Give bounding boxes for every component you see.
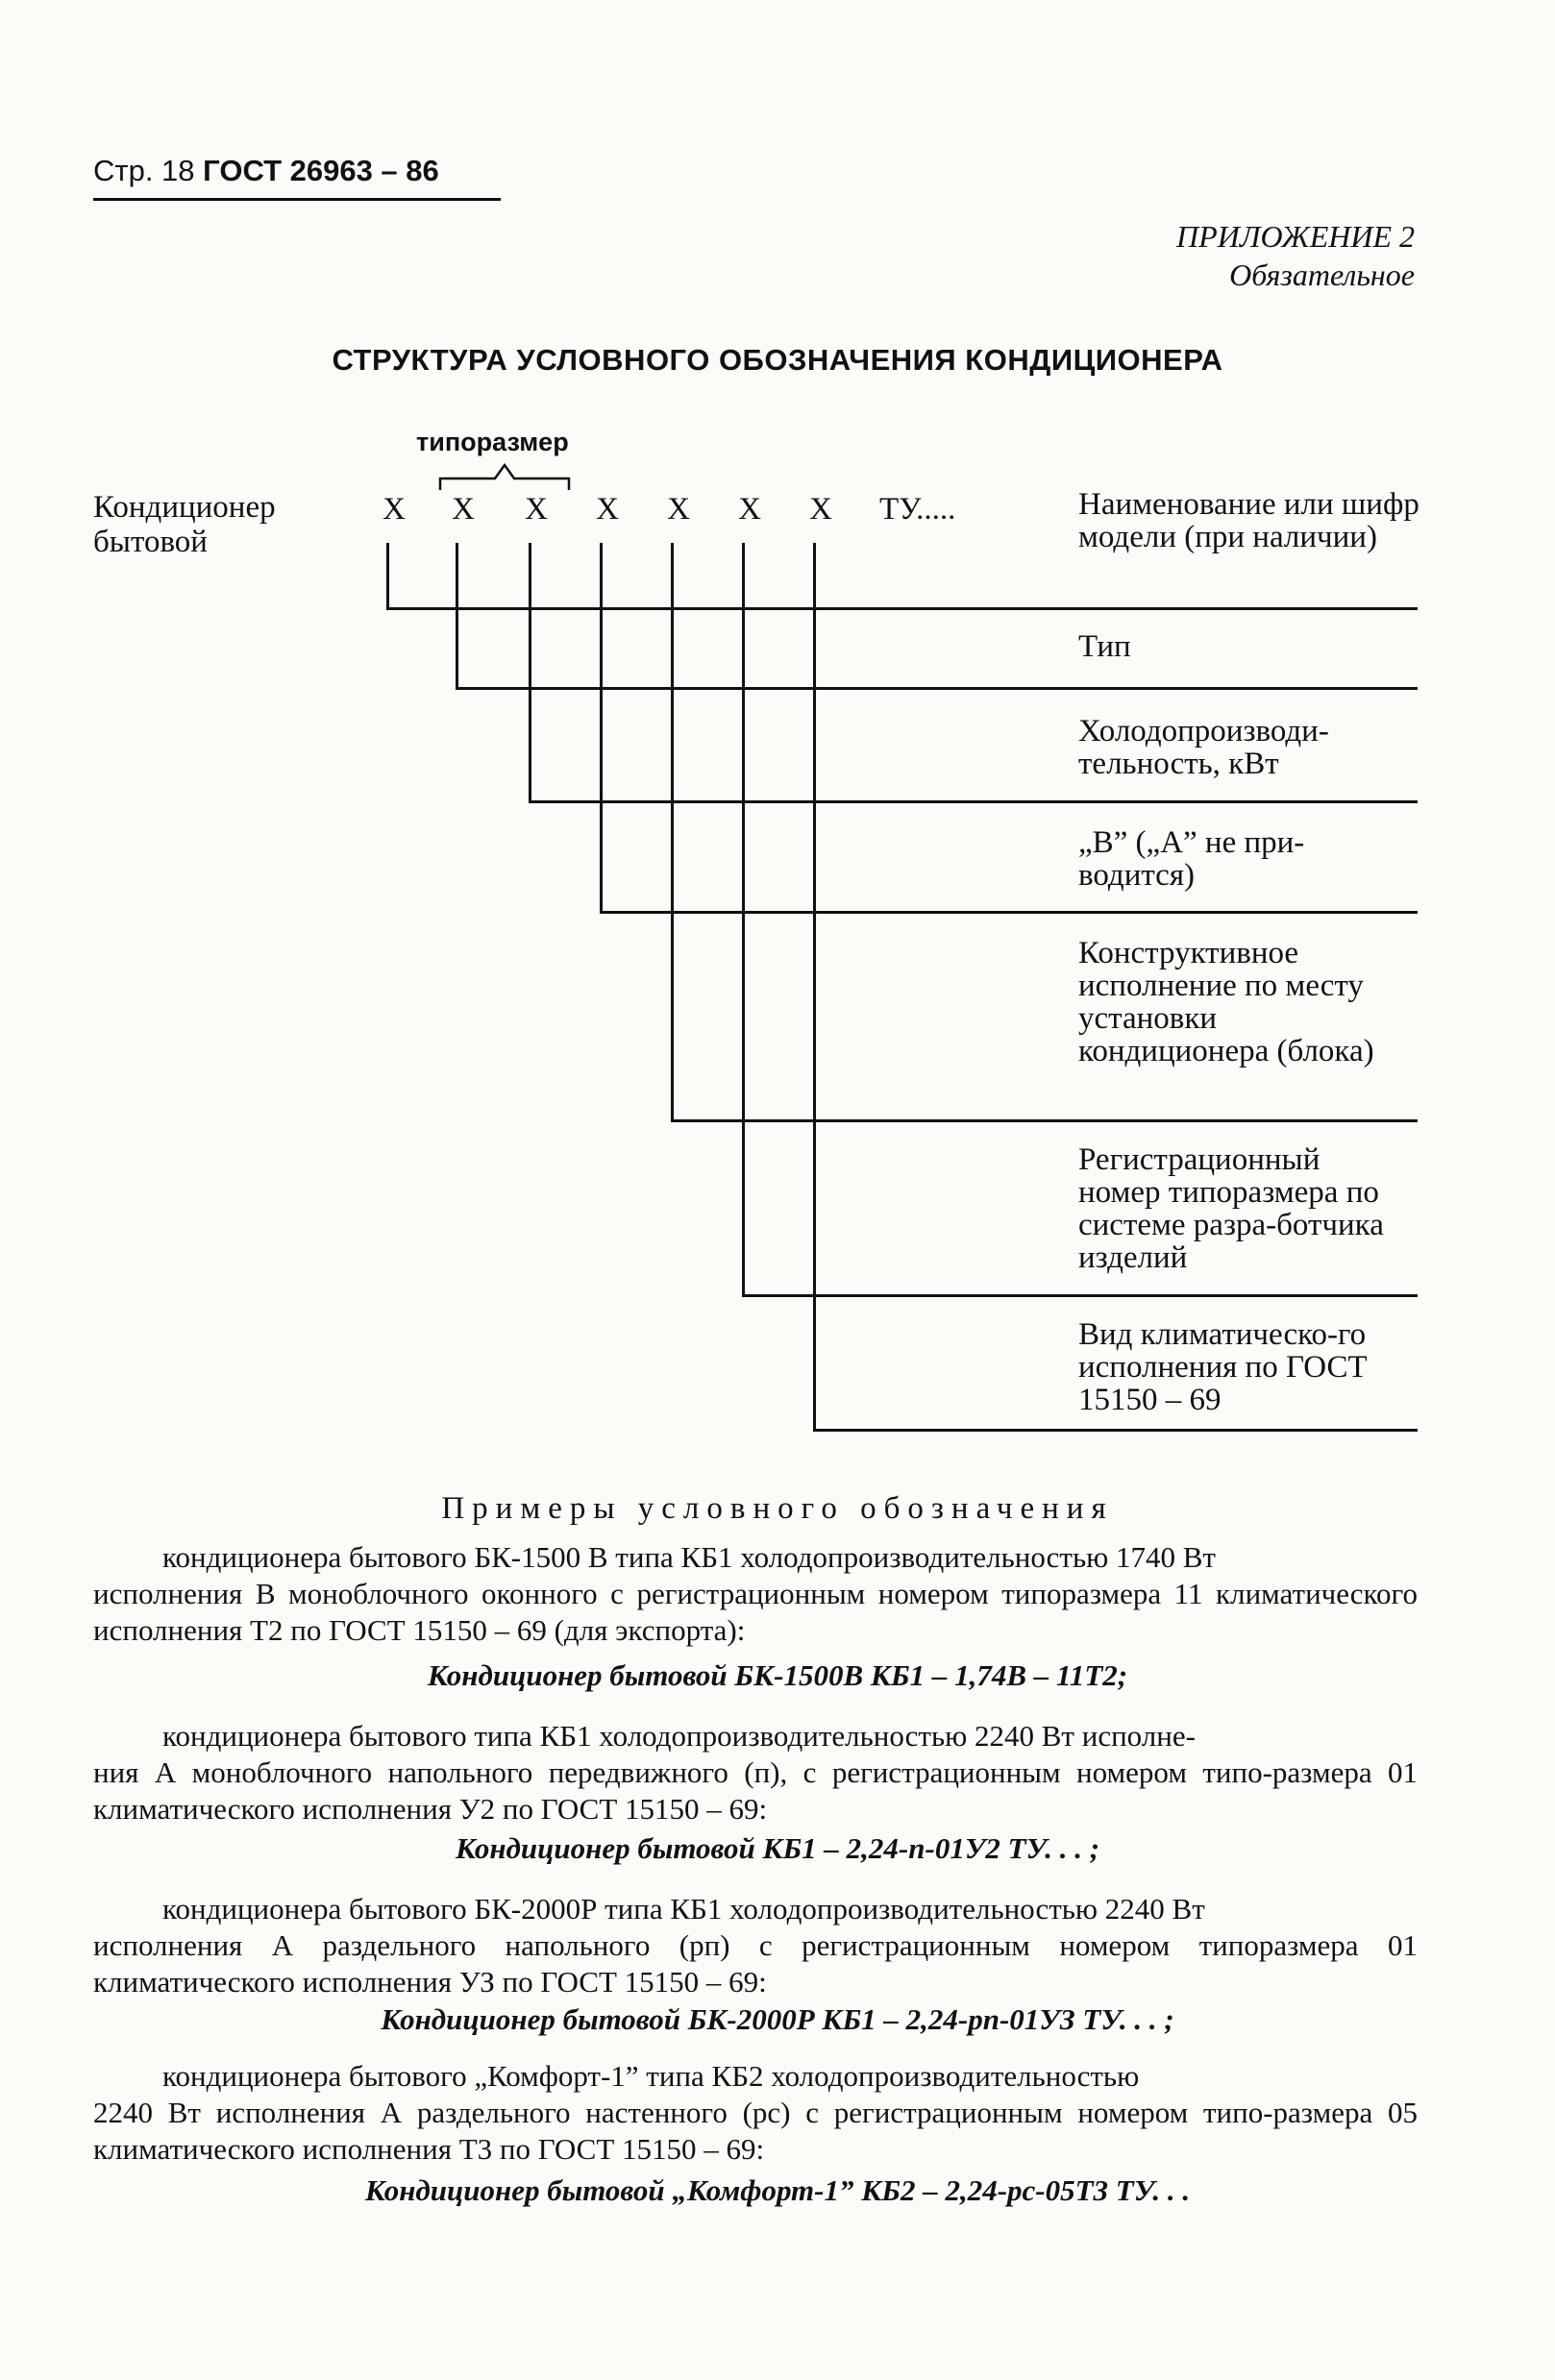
connector-vertical-1 — [386, 543, 389, 610]
appendix-title: ПРИЛОЖЕНИЕ 2 — [1176, 219, 1415, 254]
example-4-line-1: кондиционера бытового „Комфорт-1” типа КБ2 холодопроизводительностью — [162, 2059, 1140, 2093]
typesize-bracket — [437, 459, 572, 494]
standard-number: ГОСТ 26963 – 86 — [203, 154, 439, 187]
field-climatic-version: Вид климатическо-го исполнения по ГОСТ 15150 – 69 — [1078, 1317, 1368, 1417]
example-3-line-1: кондиционера бытового БК-2000Р типа КБ1 холодопроизводительностью 2240 Вт — [162, 1892, 1205, 1926]
examples-heading: Примеры условного обозначения — [441, 1491, 1114, 1526]
subject-line-1: Кондиционер — [93, 490, 276, 525]
subject-line-2: бытовой — [93, 525, 208, 559]
appendix-status: Обязательное — [1229, 258, 1415, 292]
example-3-rest: исполнения А раздельного напольного (рп) с регистрационным номером типоразмера 01 климатического исполнения УЗ по ГОСТ 15150 – 69: — [93, 1928, 1418, 1999]
field-type: Тип — [1078, 629, 1131, 664]
connector-vertical-6 — [742, 543, 745, 1297]
connector-horizontal-5 — [671, 1119, 1418, 1122]
connector-horizontal-4 — [600, 911, 1418, 914]
field-version-letter: „В” („А” не при-водится) — [1078, 825, 1305, 893]
field-registration-number: Регистрационный номер типоразмера по системе разра-ботчика изделий — [1078, 1142, 1384, 1275]
example-4-designation: Кондиционер бытовой „Комфорт-1” КБ2 – 2,24-рс-05Т3 ТУ. . . — [364, 2173, 1191, 2207]
connector-horizontal-7 — [813, 1429, 1418, 1432]
example-3-designation: Кондиционер бытовой БК-2000Р КБ1 – 2,24-рп-01УЗ ТУ. . . ; — [381, 2002, 1174, 2036]
connector-vertical-2 — [456, 543, 458, 690]
connector-horizontal-6 — [742, 1294, 1418, 1297]
field-mounting-design: Конструктивное исполнение по месту установки кондиционера (блока) — [1078, 936, 1374, 1068]
position-mark-3: X — [525, 492, 548, 527]
example-2-designation: Кондиционер бытовой КБ1 – 2,24-п-01У2 ТУ. . . ; — [455, 1831, 1100, 1865]
diagram-title: СТРУКТУРА УСЛОВНОГО ОБОЗНАЧЕНИЯ КОНДИЦИОНЕРА — [332, 343, 1223, 377]
example-4-rest: 2240 Вт исполнения А раздельного настенного (рс) с регистрационным номером типо-размера 05 климатического исполнения Т3 по ГОСТ 15150 – 69: — [93, 2096, 1418, 2166]
example-3-text — [93, 1891, 1418, 2000]
connector-vertical-7 — [813, 543, 816, 1432]
example-1-text — [93, 1539, 1418, 1649]
typesize-label: типоразмер — [416, 428, 569, 456]
position-mark-4: X — [596, 492, 619, 527]
connector-vertical-4 — [600, 543, 603, 914]
page-number: Стр. 18 — [93, 154, 195, 187]
example-1-line-1: кондиционера бытового БК-1500 В типа КБ1 холодопроизводительностью 1740 Вт — [162, 1540, 1216, 1574]
example-2-text — [93, 1718, 1418, 1828]
connector-horizontal-3 — [529, 800, 1418, 803]
field-cooling-capacity: Холодопроизводи-тельность, кВт — [1078, 714, 1329, 781]
connector-horizontal-1 — [386, 607, 1418, 610]
page-header — [93, 154, 439, 188]
example-4-text — [93, 2058, 1418, 2168]
position-mark-7: X — [809, 492, 832, 527]
position-mark-6: X — [738, 492, 761, 527]
example-2-rest: ния А моноблочного напольного передвижного (п), с регистрационным номером типо-размера 01 климатического исполнения У2 по ГОСТ 15150 – 69: — [93, 1755, 1418, 1826]
position-mark-5: X — [667, 492, 690, 527]
position-mark-1: X — [383, 492, 406, 527]
connector-vertical-3 — [529, 543, 531, 803]
connector-vertical-5 — [671, 543, 674, 1122]
field-model-name: Наименование или шифр модели (при наличии) — [1078, 487, 1419, 554]
header-underline — [93, 198, 501, 201]
example-1-designation: Кондиционер бытовой БК-1500В КБ1 – 1,74В – 11Т2; — [427, 1658, 1128, 1692]
example-2-line-1: кондиционера бытового типа КБ1 холодопроизводительностью 2240 Вт исполне- — [162, 1719, 1196, 1753]
position-mark-2: X — [452, 492, 475, 527]
subject-label — [93, 490, 276, 559]
example-1-rest: исполнения В моноблочного оконного с регистрационным номером типоразмера 11 климатического исполнения Т2 по ГОСТ 15150 – 69 (для экспорта): — [93, 1577, 1418, 1647]
tu-label: ТУ..... — [879, 492, 956, 527]
